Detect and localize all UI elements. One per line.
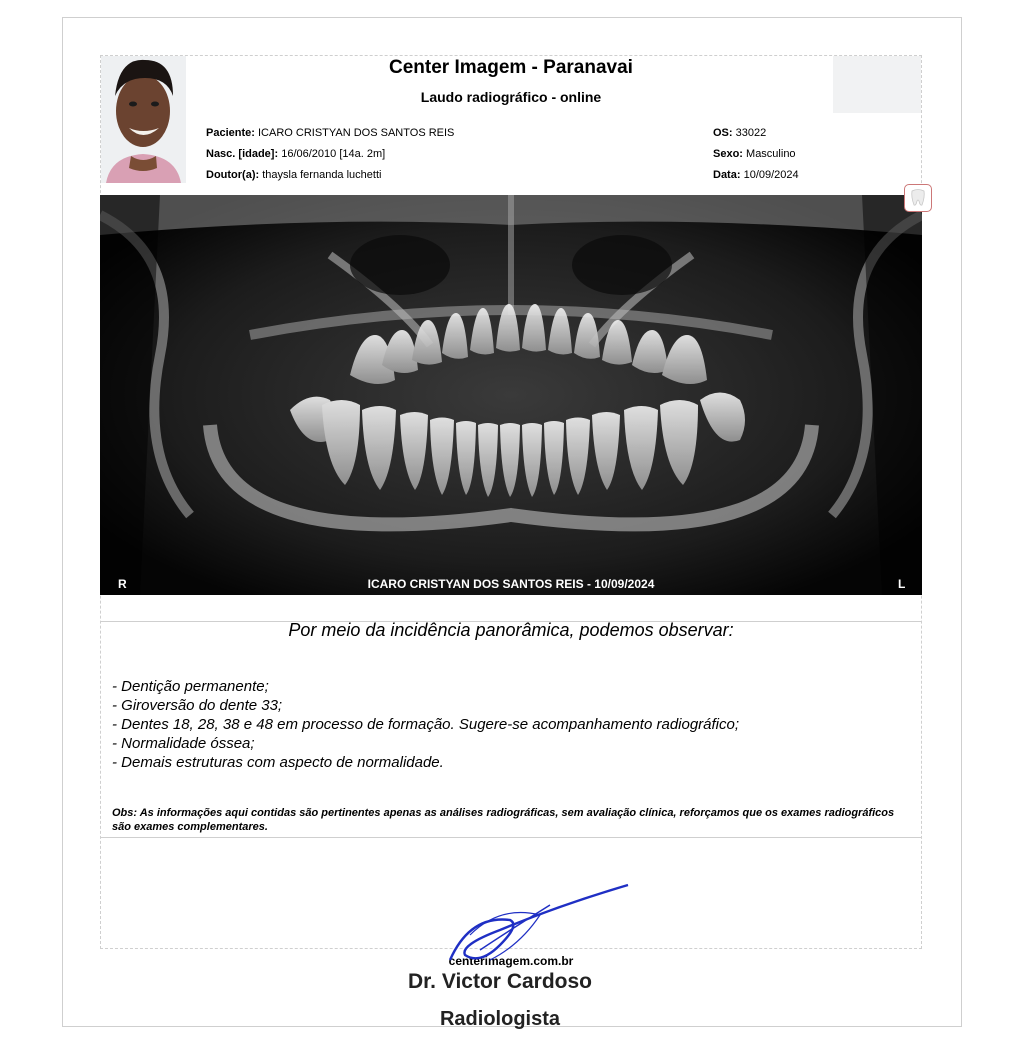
os-label: OS:: [713, 127, 733, 139]
date-row: [713, 165, 799, 186]
os-number: 33022: [735, 127, 767, 139]
patient-birth-row: [206, 144, 454, 165]
patient-info-right: [713, 123, 799, 186]
xray-right-marker: R: [118, 577, 127, 591]
report-title: Laudo radiográfico - online: [420, 89, 602, 105]
patient-name-row: [206, 123, 454, 144]
date-label: Data:: [713, 169, 741, 181]
xray-caption: ICARO CRISTYAN DOS SANTOS REIS - 10/09/2024: [367, 577, 655, 591]
finding-item: - Normalidade óssea;: [112, 735, 255, 752]
patient-doctor-row: [206, 165, 454, 186]
observation-note: Obs: As informações aqui contidas são pertinentes apenas as análises radiográficas, sem avaliação clínica, reforçamos que os exames radiográficos são exames complementares.: [112, 807, 895, 833]
section-divider-bottom: [100, 837, 922, 838]
sex-label: Sexo:: [713, 148, 743, 160]
report-heading: Por meio da incidência panorâmica, podemos observar:: [288, 620, 734, 640]
clinic-title: Center Imagem - Paranavai: [389, 57, 633, 78]
os-row: [713, 123, 799, 144]
date-value: 10/09/2024: [743, 169, 799, 181]
patient-birth-label: Nasc. [idade]:: [206, 148, 279, 160]
panoramic-xray: [100, 195, 922, 595]
patient-name-label: Paciente:: [206, 127, 255, 139]
doctor-role: Radiologista: [439, 1008, 560, 1030]
logo-placeholder: [833, 56, 921, 113]
patient-doctor-label: Doutor(a):: [206, 169, 260, 181]
xray-left-marker: L: [898, 577, 906, 591]
finding-item: - Dentes 18, 28, 38 e 48 em processo de formação. Sugere-se acompanhamento radiográfico;: [112, 716, 740, 733]
patient-name: ICARO CRISTYAN DOS SANTOS REIS: [257, 127, 455, 139]
sex-value: Masculino: [746, 148, 796, 160]
finding-item: - Giroversão do dente 33;: [112, 697, 283, 714]
doctor-name: Dr. Victor Cardoso: [408, 970, 592, 993]
signature-image: [440, 875, 640, 975]
patient-info-left: [206, 123, 454, 186]
patient-doctor: thaysla fernanda luchetti: [262, 169, 382, 181]
patient-photo: [101, 56, 186, 183]
findings-list: [112, 677, 739, 772]
finding-item: - Dentição permanente;: [112, 678, 269, 695]
finding-item: - Demais estruturas com aspecto de normalidade.: [112, 754, 444, 771]
website-link[interactable]: centerimagem.com.br: [380, 954, 642, 968]
patient-birth: 16/06/2010 [14a. 2m]: [281, 148, 386, 160]
tooth-icon[interactable]: [904, 184, 932, 212]
sex-row: [713, 144, 799, 165]
